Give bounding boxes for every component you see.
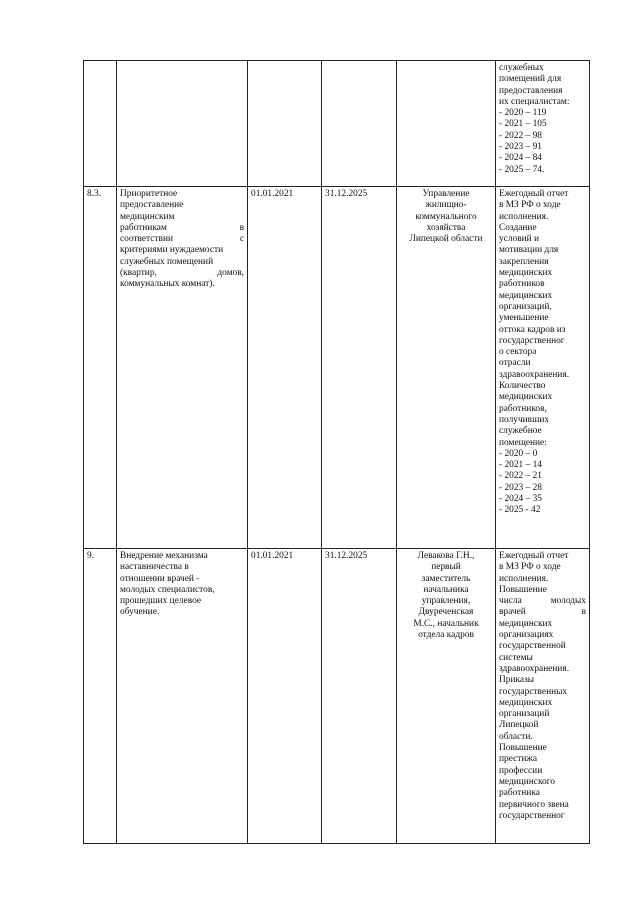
responsible-line: жилищно- xyxy=(425,200,467,211)
result-line: медицинских xyxy=(499,290,553,301)
result-line: - 2023 – 28 xyxy=(499,482,542,493)
start-date-cell xyxy=(248,187,322,549)
result-line: медицинских xyxy=(499,697,553,708)
end-date-cell xyxy=(322,549,397,844)
result-line: области. xyxy=(499,731,533,742)
end-date-text: 31.12.2025 xyxy=(325,551,368,561)
result-line: - 2022 – 21 xyxy=(499,471,542,482)
result-line: первичного звена xyxy=(499,799,569,810)
result-line: государственной xyxy=(499,641,566,652)
result-line: в МЗ РФ о ходе xyxy=(499,200,561,211)
result-line: Повышение xyxy=(499,743,547,754)
responsible-line: первый xyxy=(431,562,461,573)
row-number-text: 9. xyxy=(87,551,95,561)
row-number-cell xyxy=(84,61,117,187)
result-line: здравоохранения. xyxy=(499,369,570,380)
result-line: - 2025 – 74. xyxy=(499,164,545,175)
result-cell xyxy=(496,61,590,187)
result-line: уменьшение xyxy=(499,313,549,324)
result-line: здравоохранения. xyxy=(499,663,570,674)
result-line: - 2020 – 119 xyxy=(499,108,547,119)
result-line: медицинского xyxy=(499,776,556,787)
responsible-line: хозяйства xyxy=(426,222,466,233)
event-line: отношении врачей - xyxy=(120,573,200,584)
responsible-line: заместитель xyxy=(421,573,471,584)
result-line: системы xyxy=(499,652,533,663)
responsible-cell xyxy=(397,61,496,187)
result-line: Создание xyxy=(499,222,537,233)
result-line: Липецкой xyxy=(499,720,539,731)
result-line: медицинских xyxy=(499,618,553,629)
responsible-line: Левакова Г.Н., xyxy=(417,551,475,561)
result-line: врачей в xyxy=(499,607,586,618)
result-line: государственног xyxy=(499,810,565,821)
result-line: Количество xyxy=(499,381,546,392)
event-line: работникам в xyxy=(120,222,244,233)
responsible-line: управления, xyxy=(421,596,471,607)
result-line: о сектора xyxy=(499,347,537,358)
event-line: (квартир, домов, xyxy=(120,268,244,279)
result-line: - 2024 – 35 xyxy=(499,494,542,505)
result-line: служебное xyxy=(499,426,542,437)
result-line: - 2020 – 0 xyxy=(499,448,538,459)
responsible-line: М.С., начальник xyxy=(413,618,479,629)
result-cell xyxy=(496,549,590,844)
event-line: обучение. xyxy=(120,607,160,618)
result-line: получивших xyxy=(499,414,550,425)
event-line: прошедших целевое xyxy=(120,596,202,607)
result-line: отрасли xyxy=(499,358,531,369)
plan-table xyxy=(83,60,590,844)
result-line: организаций xyxy=(499,709,550,720)
result-line: оттока кадров из xyxy=(499,324,566,335)
responsible-line: Управление xyxy=(422,189,470,199)
event-line: медицинским xyxy=(120,211,175,222)
result-line: - 2025 - 42 xyxy=(499,505,541,516)
result-line: предоставления xyxy=(499,85,563,96)
result-line: их специалистам: xyxy=(499,96,570,107)
event-line: соответствии с xyxy=(120,234,244,245)
result-line: работников, xyxy=(499,403,547,414)
responsible-cell xyxy=(397,549,496,844)
result-line: - 2022 – 98 xyxy=(499,130,542,141)
event-cell xyxy=(117,61,248,187)
result-line: работников xyxy=(499,279,545,290)
result-line: организаций, xyxy=(499,301,552,312)
event-line: Внедрение механизма xyxy=(120,551,208,561)
result-line: служебных xyxy=(499,63,544,73)
result-line: Приказы xyxy=(499,675,535,686)
result-line: государственных xyxy=(499,686,568,697)
table-row xyxy=(84,187,590,549)
responsible-line: начальника xyxy=(423,584,469,595)
row-number-cell xyxy=(84,549,117,844)
plan-table-body xyxy=(84,61,590,844)
result-line: - 2021 – 105 xyxy=(499,119,547,130)
responsible-line: коммунального xyxy=(415,211,477,222)
result-line: медицинских xyxy=(499,268,553,279)
end-date-cell xyxy=(322,61,397,187)
row-number-cell xyxy=(84,187,117,549)
row-number-text: 8.3. xyxy=(87,189,102,199)
result-line: в МЗ РФ о ходе xyxy=(499,562,561,573)
event-line: предоставление xyxy=(120,200,184,211)
event-cell xyxy=(117,549,248,844)
event-cell xyxy=(117,187,248,549)
result-line: государственног xyxy=(499,335,565,346)
result-line: Повышение xyxy=(499,584,547,595)
result-cell xyxy=(496,187,590,549)
result-line: исполнения. xyxy=(499,573,549,584)
result-line: числа молодых xyxy=(499,596,586,607)
start-date-text: 01.01.2021 xyxy=(251,189,294,199)
end-date-text: 31.12.2025 xyxy=(325,189,368,199)
end-date-cell xyxy=(322,187,397,549)
event-line: молодых специалистов, xyxy=(120,584,215,595)
result-line: профессии xyxy=(499,765,543,776)
result-line: - 2021 – 14 xyxy=(499,460,542,471)
start-date-text: 01.01.2021 xyxy=(251,551,294,561)
result-line: работника xyxy=(499,788,540,799)
result-line: закрепления xyxy=(499,256,549,267)
event-line: служебных помещений xyxy=(120,256,214,267)
result-line: престижа xyxy=(499,754,538,765)
result-line: медицинских xyxy=(499,392,553,403)
result-line: - 2023 – 91 xyxy=(499,142,542,153)
table-row xyxy=(84,61,590,187)
result-line: помещений для xyxy=(499,74,562,85)
table-row xyxy=(84,549,590,844)
event-line: наставничества в xyxy=(120,562,189,573)
event-line: Приоритетное xyxy=(120,189,178,199)
result-line: исполнения. xyxy=(499,211,549,222)
result-line: помещение: xyxy=(499,437,547,448)
result-line: Ежегодный отчет xyxy=(499,189,569,199)
result-line: мотивации для xyxy=(499,245,559,256)
responsible-line: Двуреченская xyxy=(418,607,474,618)
responsible-line: Липецкой области xyxy=(409,234,483,245)
start-date-cell xyxy=(248,61,322,187)
start-date-cell xyxy=(248,549,322,844)
event-line: критериями нуждаемости xyxy=(120,245,224,256)
result-line: условий и xyxy=(499,234,540,245)
responsible-line: отдела кадров xyxy=(418,630,474,641)
event-line: коммунальных комнат). xyxy=(120,279,215,290)
result-line: - 2024 – 84 xyxy=(499,153,542,164)
responsible-cell xyxy=(397,187,496,549)
result-line: организациях xyxy=(499,630,554,641)
result-line: Ежегодный отчет xyxy=(499,551,569,561)
